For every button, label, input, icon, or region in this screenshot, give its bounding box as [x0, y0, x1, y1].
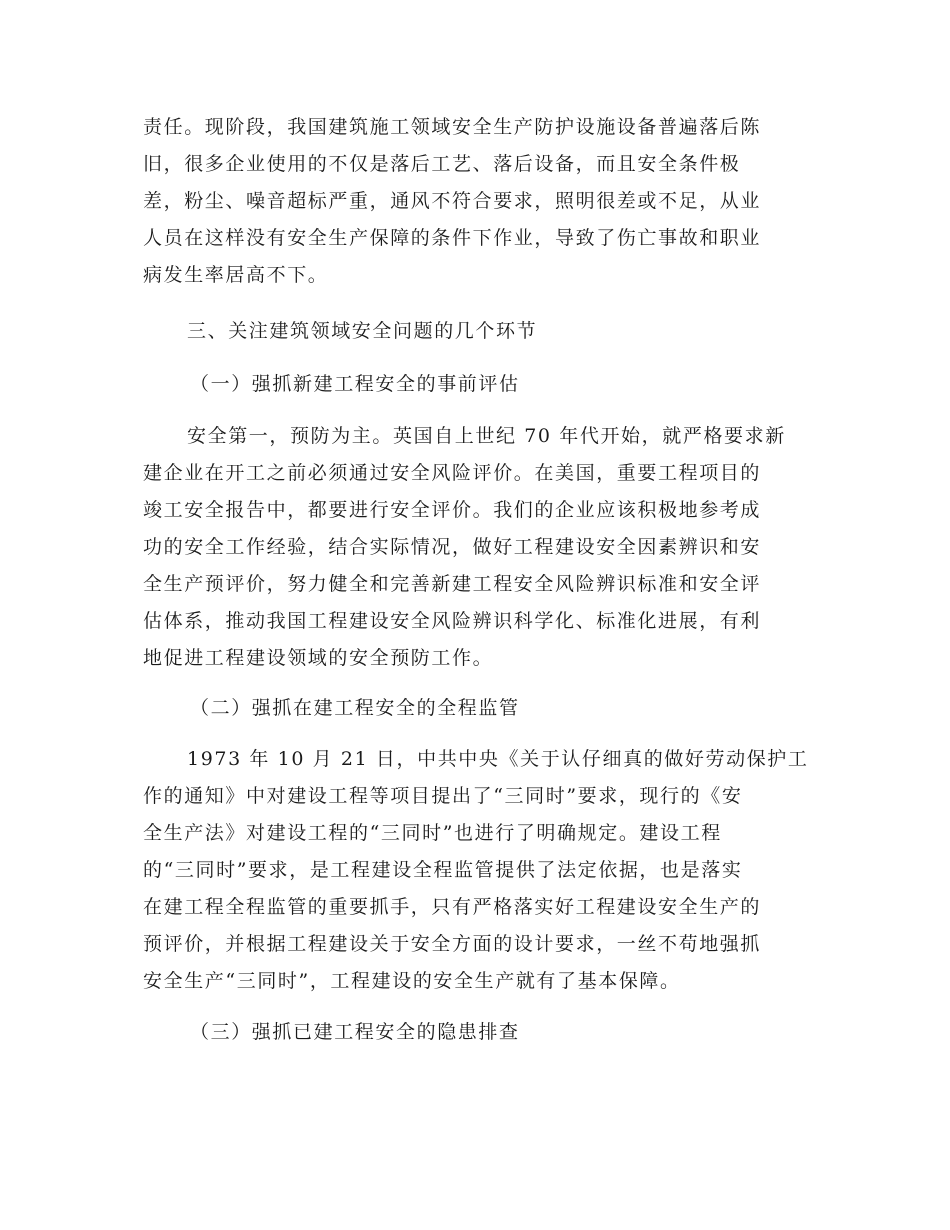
paragraph-line: 旧，很多企业使用的不仅是落后工艺、落后设备，而且安全条件极	[143, 153, 741, 175]
section-heading: 三、关注建筑领域安全问题的几个环节	[187, 320, 538, 342]
paragraph-line: 估体系，推动我国工程建设安全风险辨识科学化、标准化进展，有利	[143, 610, 762, 632]
paragraph-line: 的“三同时”要求，是工程建设全程监管提供了法定依据，也是落实	[143, 859, 743, 881]
subheading-3: （三）强抓已建工程安全的隐患排查	[190, 1021, 520, 1043]
paragraph-line: 差，粉尘、噪音超标严重，通风不符合要求，照明很差或不足，从业	[143, 190, 762, 212]
paragraph-line: 作的通知》中对建设工程等项目提出了“三同时”要求，现行的《安	[143, 785, 743, 807]
paragraph-line: 安全生产“三同时”，工程建设的安全生产就有了基本保障。	[143, 970, 681, 992]
paragraph-line: 在建工程全程监管的重要抓手，只有严格落实好工程建设安全生产的	[143, 896, 762, 918]
subheading-1: （一）强抓新建工程安全的事前评估	[190, 373, 520, 395]
paragraph-line: 安全第一，预防为主。英国自上世纪 70 年代开始，就严格要求新	[187, 425, 786, 447]
paragraph-line: 竣工安全报告中，都要进行安全评价。我们的企业应该积极地参考成	[143, 499, 762, 521]
paragraph-line: 建企业在开工之前必须通过安全风险评价。在美国，重要工程项目的	[143, 462, 762, 484]
subheading-2: （二）强抓在建工程安全的全程监管	[190, 697, 520, 719]
paragraph-line: 人员在这样没有安全生产保障的条件下作业，导致了伤亡事故和职业	[143, 227, 762, 249]
paragraph-line: 预评价，并根据工程建设关于安全方面的设计要求，一丝不苟地强抓	[143, 933, 762, 955]
paragraph-line: 地促进工程建设领域的安全预防工作。	[143, 647, 494, 669]
paragraph-line: 病发生率居高不下。	[143, 264, 329, 286]
paragraph-line: 全生产法》对建设工程的“三同时”也进行了明确规定。建设工程	[143, 822, 722, 844]
paragraph-line: 1973 年 10 月 21 日，中共中央《关于认仔细真的做好劳动保护工	[187, 748, 809, 770]
paragraph-line: 功的安全工作经验，结合实际情况，做好工程建设安全因素辨识和安	[143, 536, 762, 558]
paragraph-line: 责任。现阶段，我国建筑施工领域安全生产防护设施设备普遍落后陈	[143, 116, 762, 138]
paragraph-line: 全生产预评价，努力健全和完善新建工程安全风险辨识标准和安全评	[143, 573, 762, 595]
